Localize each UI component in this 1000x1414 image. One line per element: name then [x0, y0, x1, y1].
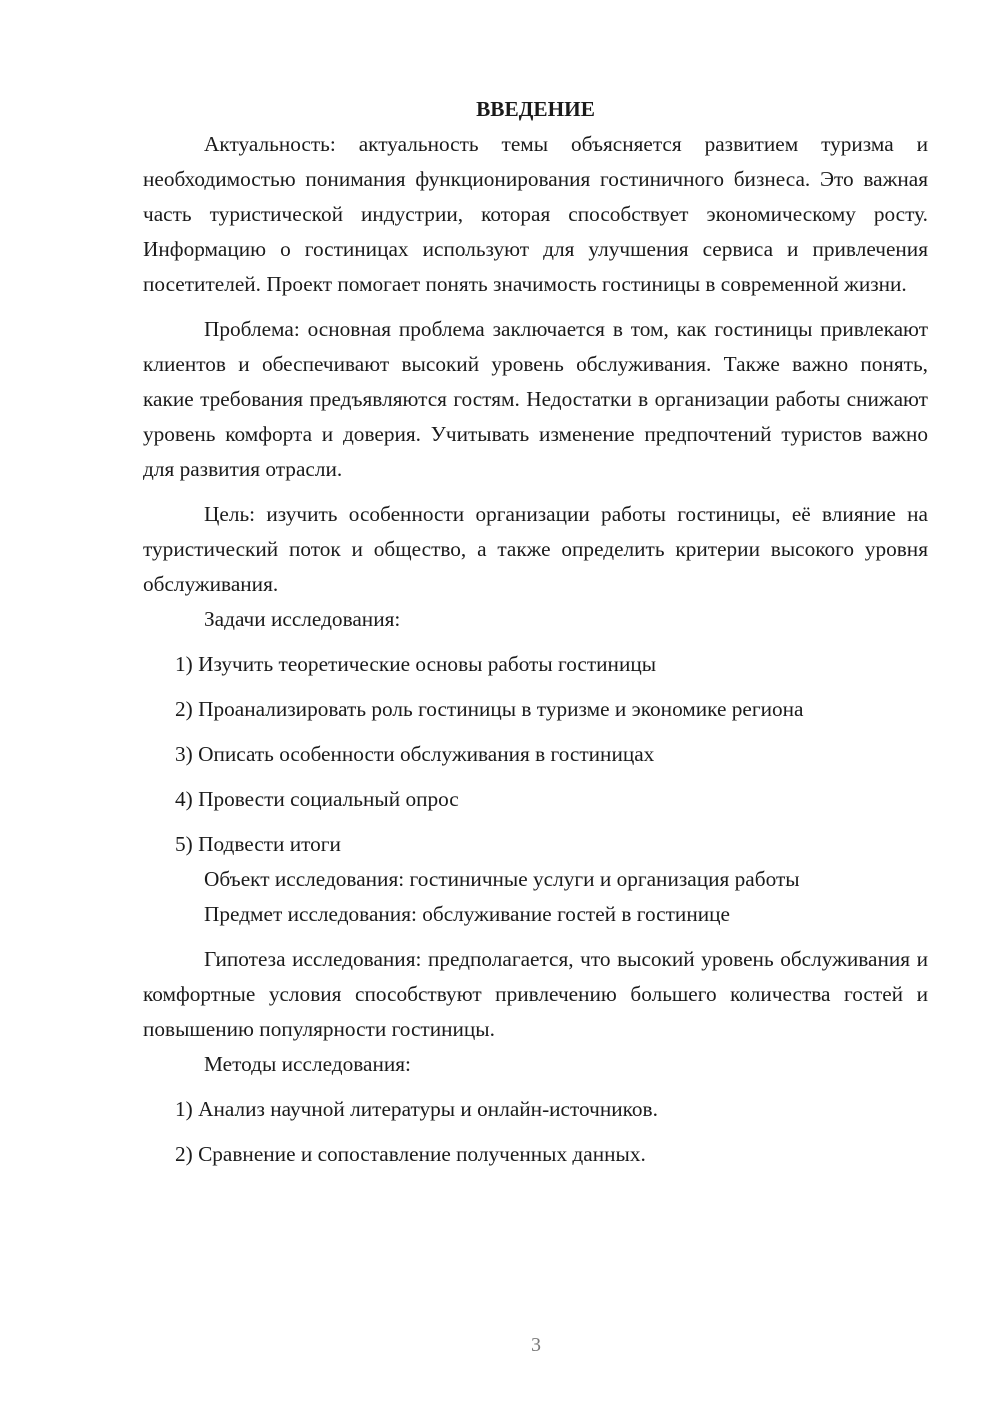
object-line: Объект исследования: гостиничные услуги и организация работы: [204, 867, 800, 891]
relevance-paragraph: Актуальность: актуальность темы объясняется развитием туризма и необходимостью понимания функционирования гостиничного бизнеса. Это важная часть туристической индустрии, которая способствует экономическому росту. Информацию о гостиницах используют для улучшения сервиса и привлечения посетителей. Проект помогает понять значимость гостиницы в современной жизни.: [143, 132, 928, 296]
list-item: 2) Проанализировать роль гостиницы в туризме и экономике региона: [175, 697, 804, 721]
tasks-heading: Задачи исследования:: [204, 607, 401, 631]
list-item: 3) Описать особенности обслуживания в гостиницах: [175, 742, 655, 766]
list-item: 4) Провести социальный опрос: [175, 787, 459, 811]
methods-heading: Методы исследования:: [204, 1052, 411, 1076]
subject-line: Предмет исследования: обслуживание гостей в гостинице: [204, 902, 730, 926]
list-item: 2) Сравнение и сопоставление полученных данных.: [175, 1142, 646, 1166]
goal-paragraph: Цель: изучить особенности организации работы гостиницы, её влияние на туристический поток и общество, а также определить критерии высокого уровня обслуживания.: [143, 502, 928, 596]
list-item: 1) Изучить теоретические основы работы гостиницы: [175, 652, 657, 676]
document-page: [143, 92, 928, 1172]
page-number: 3: [531, 1334, 541, 1356]
problem-paragraph: Проблема: основная проблема заключается в том, как гостиницы привлекают клиентов и обеспечивают высокий уровень обслуживания. Также важно понять, какие требования предъявляются гостям. Недостатки в организации работы снижают уровень комфорта и доверия. Учитывать изменение предпочтений туристов важно для развития отрасли.: [143, 317, 928, 481]
list-item: 1) Анализ научной литературы и онлайн-источников.: [175, 1097, 658, 1121]
list-item: 5) Подвести итоги: [175, 832, 341, 856]
hypothesis-paragraph: Гипотеза исследования: предполагается, что высокий уровень обслуживания и комфортные условия способствуют привлечению большего количества гостей и повышению популярности гостиницы.: [143, 947, 928, 1041]
page-title: ВВЕДЕНИЕ: [476, 97, 595, 121]
